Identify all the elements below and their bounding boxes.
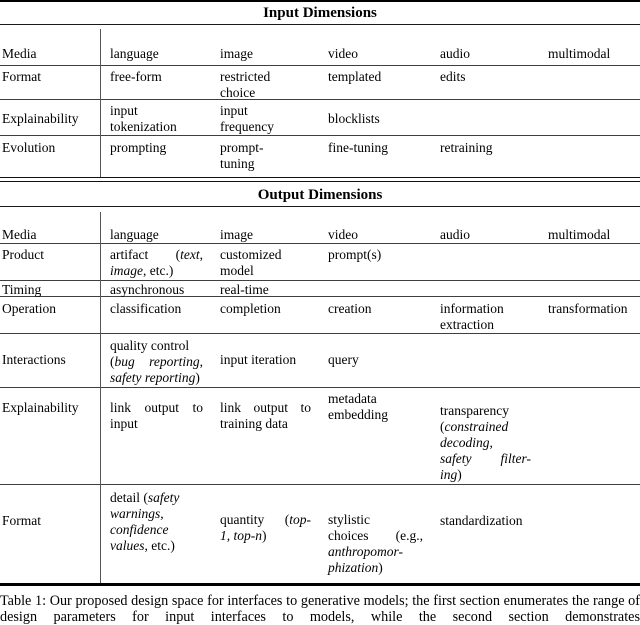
table-cell: standardization [440,513,523,528]
table-cell [538,103,640,135]
table-cell: detail (safety warnings, confidence values, etc.) [110,490,180,553]
table-cell: language [110,227,159,242]
row-label: Evolution [2,140,56,155]
table-cell: metadata embedding [328,391,388,422]
table-cell: image [220,227,253,242]
table-cell: input frequency [220,103,274,134]
table-cell: fine-tuning [328,140,388,155]
table-row [0,388,640,485]
table-cell [538,490,640,583]
table-cell: creation [328,301,372,316]
table-cell: prompt- tuning [220,140,264,171]
table-cell: quality control (bug reporting, safety reporting) [110,338,203,385]
table-cell: information extraction [440,301,504,332]
table-cell: restricted choice [220,69,271,100]
row-label: Product [2,247,44,262]
table-row [0,25,640,66]
table-cell: multimodal [548,227,611,242]
table-cell: completion [220,301,281,316]
table-cell [538,247,640,280]
table-row [0,297,640,334]
vertical-rule [100,212,101,583]
row-label: Interactions [2,352,66,367]
table-cell: asynchronous [110,282,185,297]
table-cell [430,338,538,387]
row-label: Media [2,227,37,242]
table-row [0,100,640,136]
output-section-rows [0,207,640,583]
table-cell: blocklists [328,111,380,126]
row-label: Explainability [2,111,79,126]
table-cell: audio [440,227,470,242]
table-cell: link output to input [110,400,203,431]
table-cell: stylistic choices (e.g., anthropomor- phization) [328,512,423,575]
row-label: Timing [2,282,42,297]
table-cell: video [328,46,358,61]
row-label: Media [2,46,37,61]
table-cell: language [110,46,159,61]
table-row [0,244,640,281]
row-label: Operation [2,301,56,316]
table-cell: input iteration [220,352,297,367]
table-cell: video [328,227,358,242]
table-cell: quantity (top- 1, top-n) [220,512,311,543]
input-section-title: Input Dimensions [0,2,640,25]
table-cell [538,338,640,387]
input-section-rows [0,25,640,177]
vertical-rule [100,29,101,177]
table-cell: edits [440,69,466,84]
table-cell: multimodal [548,46,611,61]
output-section-title: Output Dimensions [0,182,640,207]
table-row [0,207,640,244]
row-label: Explainability [2,400,79,415]
table-cell: templated [328,69,382,84]
table-row [0,66,640,100]
table-cell: prompting [110,140,167,155]
table-row [0,485,640,583]
table-cell: input tokenization [110,103,177,134]
table-cell: artifact (text, image, etc.) [110,247,203,278]
table-cell: image [220,46,253,61]
table-cell: link output to training data [220,400,311,431]
row-label: Format [2,513,41,528]
table-cell: free-form [110,69,162,84]
table-cell [538,69,640,101]
table-cell: query [328,352,359,367]
table-row [0,334,640,388]
table-cell [538,140,640,177]
table-cell: real-time [220,282,269,297]
table-cell [318,282,430,298]
bottom-rule [0,583,640,586]
table-cell: customized model [220,247,282,278]
table-cell: prompt(s) [328,247,382,262]
table-cell [430,103,538,135]
table-caption: Table 1: Our proposed design space for interfaces to generative models; the first section enumerates the range of design parameters for input interfaces to models, while the second section demonstrates [0,592,640,625]
table-row [0,136,640,177]
table-cell [430,282,538,298]
table-cell: classification [110,301,182,316]
table-cell [538,391,640,484]
table-cell: retraining [440,140,493,155]
table-row [0,281,640,297]
table-cell [430,247,538,280]
row-label: Format [2,69,41,84]
table-cell [538,282,640,298]
table-cell: transparency (constrained decoding, safety filter- ing) [440,403,531,482]
table-cell: audio [440,46,470,61]
table-cell: transformation [548,301,628,316]
